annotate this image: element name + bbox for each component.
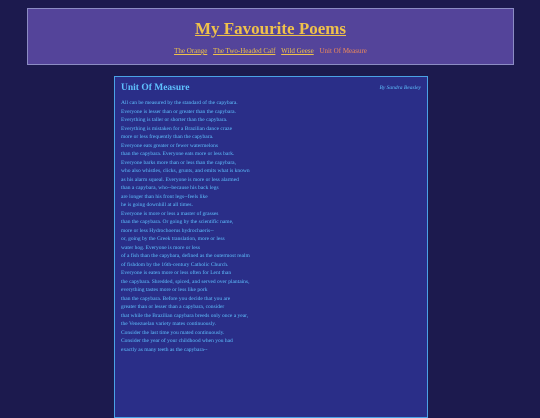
- poem-line: Everyone is lesser than or greater than the capybara.: [121, 108, 236, 115]
- nav-link-the-orange[interactable]: The Orange: [174, 47, 208, 55]
- poem-line: Consider the year of your childhood when you had: [121, 338, 233, 344]
- poem-line: of a fish than the capybara, defined as the outermost realm: [121, 253, 250, 259]
- poem-title: Unit Of Measure: [121, 83, 190, 93]
- poem-line: are longer than his front legs--feels like: [121, 193, 208, 200]
- poem-line: than the capybara. Or going by the scientific name,: [121, 219, 234, 225]
- poem-line: Everyone is more or less a master of grasses: [121, 210, 219, 217]
- poem-line: than a capybara, who--because his back legs: [121, 185, 219, 191]
- poem-line: Everything is taller or shorter than the capybara.: [121, 117, 228, 123]
- poem-author: By Sandra Beasley: [379, 85, 421, 91]
- poem-line: than the capybara. Everyone eats more or less bark.: [121, 151, 235, 157]
- poem-line: or, going by the Greek translation, more or less: [121, 236, 225, 242]
- poem-line: All can be measured by the standard of the capybara.: [121, 100, 238, 106]
- nav-current-unit-of-measure: Unit Of Measure: [319, 47, 367, 55]
- site-title[interactable]: My Favourite Poems: [194, 19, 347, 38]
- nav-link-two-headed-calf[interactable]: The Two-Headed Calf: [213, 47, 276, 55]
- poem-line: exactly as many teeth as the capybara--: [121, 346, 208, 353]
- poem-line: of fishdom by the 16th-century Catholic Church.: [121, 261, 229, 268]
- poem-line: more or less frequently than the capybara.: [121, 134, 214, 140]
- poem-line: as his alarm squeal. Everyone is more or less alarmed: [121, 176, 239, 183]
- poem-line: water hog. Everyone is more or less: [121, 244, 200, 251]
- poem-line: he is going downhill at all times.: [121, 202, 193, 208]
- poem-line: the Venezuelan variety mates continuously.: [121, 321, 216, 327]
- poem-line: the capybara. Shredded, spiced, and served over plantains,: [121, 278, 250, 285]
- poem-body: [121, 99, 421, 354]
- poem-line: more or less Hydrochoerus hydrochaeris--: [121, 227, 214, 234]
- poem-container: [114, 76, 428, 418]
- poem-nav: [28, 47, 513, 56]
- poem-line: Consider the last time you mated continuously.: [121, 329, 225, 336]
- site-header: [27, 8, 514, 65]
- poem-line: Everyone eats greater or fewer watermelons: [121, 142, 218, 149]
- poem-line: Everyone barks more than or less than the capybara,: [121, 159, 236, 166]
- poem-line: than the capybara. Before you decide that you are: [121, 295, 231, 302]
- nav-link-wild-geese[interactable]: Wild Geese: [281, 47, 314, 55]
- poem-line: greater than or lesser than a capybara, consider: [121, 304, 225, 310]
- poem-line: everything tastes more or less like pork: [121, 287, 208, 293]
- poem-line: who also whistles, clicks, grunts, and emits what is known: [121, 168, 250, 174]
- poem-line: Everything is mistaken for a Brazilian dance craze: [121, 125, 233, 132]
- poem-line: that while the Brazilian capybara breeds only once a year,: [121, 312, 249, 319]
- poem-line: Everyone is eaten more or less often for Lent than: [121, 270, 232, 276]
